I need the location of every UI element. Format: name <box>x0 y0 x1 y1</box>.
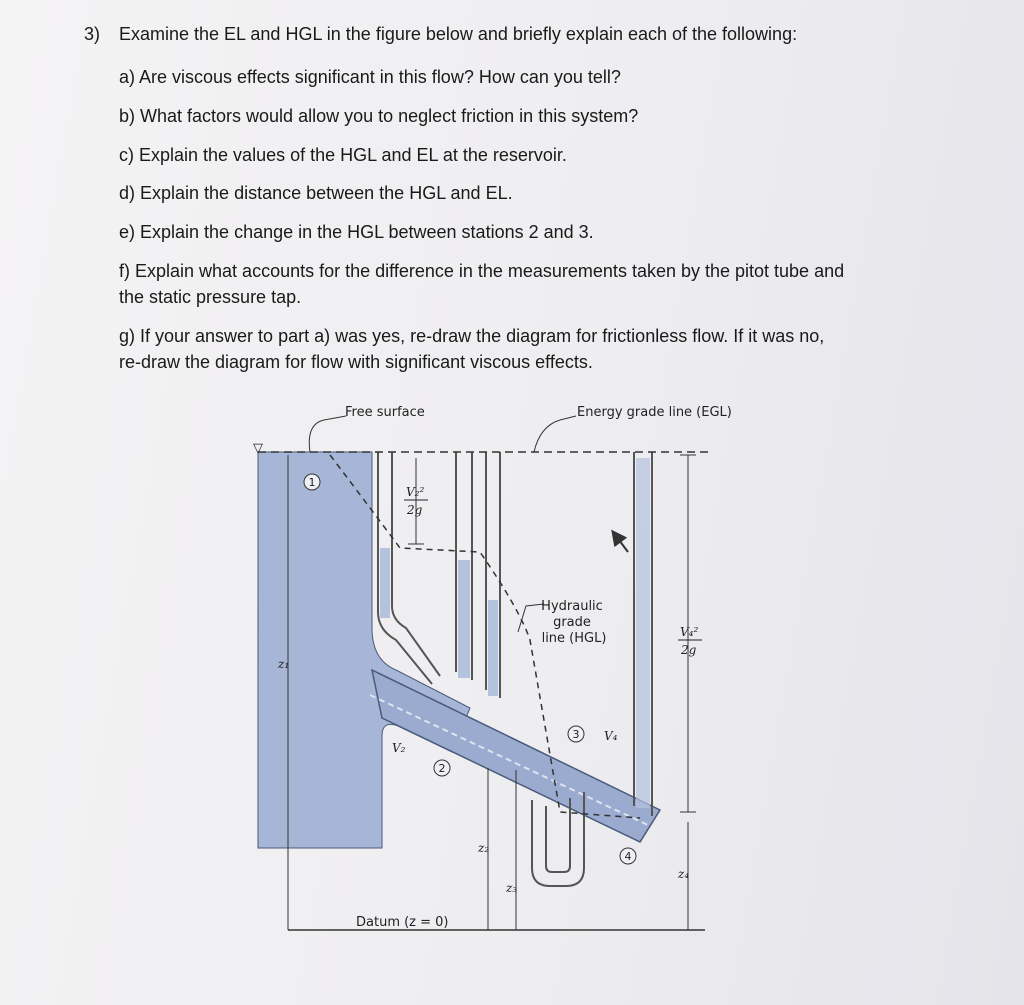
z1-label: z₁ <box>278 657 290 671</box>
question-title: Examine the EL and HGL in the figure below and briefly explain each of the following: <box>119 24 798 44</box>
question-number: 3) <box>84 24 101 44</box>
hgl-label-3: line (HGL) <box>541 631 607 646</box>
datum-label: Datum (z = 0) <box>356 915 449 930</box>
egl-leader <box>534 416 576 452</box>
v2-head-denominator: 2g <box>407 503 423 517</box>
v2-head-numerator: V₂² <box>406 485 425 499</box>
pitot-2-water <box>380 548 390 618</box>
station-4-marker <box>620 848 636 864</box>
water-surface-icon: ▽ <box>253 441 263 456</box>
part-c: c) Explain the values of the HGL and EL at the reservoir. <box>119 145 567 165</box>
part-b: b) What factors would allow you to neglect friction in this system? <box>119 106 639 126</box>
v4-head-numerator: V₄² <box>680 625 699 639</box>
z4-label: z₄ <box>678 867 690 881</box>
hgl-label-2: grade <box>553 615 591 630</box>
part-f-line1: f) Explain what accounts for the difference in the measurements taken by the pitot tube and <box>119 261 845 281</box>
part-e: e) Explain the change in the HGL between stations 2 and 3. <box>119 222 594 242</box>
z2-label: z₂ <box>478 841 490 855</box>
station-1-label: 1 <box>308 476 316 489</box>
v4-head-denominator: 2g <box>681 643 697 657</box>
station-3-label: 3 <box>572 728 580 741</box>
v2-label: V₂ <box>392 741 406 755</box>
station-2-marker <box>434 760 450 776</box>
part-g-line1: g) If your answer to part a) was yes, re-draw the diagram for frictionless flow. If it was no, <box>119 326 825 346</box>
hgl-label-1: Hydraulic <box>541 599 603 614</box>
station-1-marker <box>304 474 320 490</box>
free-surface-label: Free surface <box>345 405 425 420</box>
part-f-line2: the static pressure tap. <box>119 287 302 307</box>
egl-label: Energy grade line (EGL) <box>577 405 732 420</box>
station-4-label: 4 <box>624 850 632 863</box>
static-3-water <box>488 600 498 696</box>
cursor-arrow-icon <box>616 536 628 552</box>
part-g-line2: re-draw the diagram for flow with significant viscous effects. <box>119 352 593 372</box>
part-d: d) Explain the distance between the HGL and EL. <box>119 183 513 203</box>
station-2-label: 2 <box>438 762 446 775</box>
part-a: a) Are viscous effects significant in this flow? How can you tell? <box>119 67 621 87</box>
z3-label: z₃ <box>506 881 518 895</box>
hgl-leader <box>518 604 544 632</box>
static-2-water <box>458 560 470 678</box>
pitot-4-water <box>636 458 650 808</box>
free-surface-leader <box>309 416 346 452</box>
v4-label: V₄ <box>604 729 618 743</box>
station-3-marker <box>568 726 584 742</box>
reservoir-water <box>258 452 470 848</box>
